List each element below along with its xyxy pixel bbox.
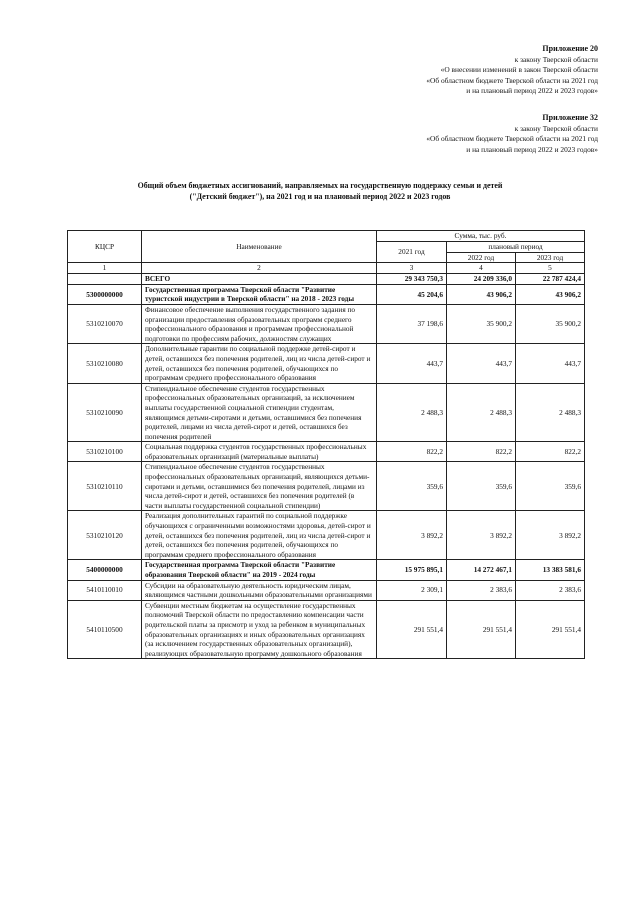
header-name: Наименование	[142, 231, 377, 263]
row-name: Дополнительные гарантии по социальной поддержке детей-сирот и детей, оставшихся без попечения родителей, лиц из числа детей-сирот и детей, оставшихся без попечения родителей, обучающихся по программам среднего профессионального образования	[142, 344, 377, 383]
row-code: 5410110010	[68, 580, 142, 600]
row-value-2022: 35 900,2	[447, 304, 516, 343]
row-value-2023: 443,7	[516, 344, 585, 383]
table-row	[68, 600, 585, 659]
row-code: 5310210110	[68, 462, 142, 511]
row-code: 5310210100	[68, 442, 142, 462]
column-number: 5	[516, 263, 585, 274]
row-name: Субсидии на образовательную деятельность юридическим лицам, являющимся частными дошкольными образовательными организациями	[142, 580, 377, 600]
row-code: 5410110500	[68, 600, 142, 659]
table-row	[68, 304, 585, 343]
annex-20-block	[426, 44, 598, 97]
row-value-2021: 45 204,6	[377, 284, 447, 304]
column-number: 3	[377, 263, 447, 274]
annex-32-block	[426, 113, 598, 155]
header-2023: 2023 год	[516, 252, 585, 263]
annex-line: к закону Тверской области	[514, 123, 598, 133]
row-name: Субвенции местным бюджетам на осуществление государственных полномочий Тверской области по предоставлению компенсации части родительской платы за присмотр и уход за ребенком в муниципальных образовательных организациях и иных образовательных организациях (за исключением государственных образовательных организаций), реализующих образовательную программу дошкольного образования	[142, 600, 377, 659]
header-2022: 2022 год	[447, 252, 516, 263]
row-name: Стипендиальное обеспечение студентов государственных профессиональных образовательных организаций, являющихся детьми-сиротами и детьми, оставшимися без попечения родителей, лицами из числа детей-сирот и детей, оставшихся без попечения родителей (в части выплаты государственной социальной стипендии)	[142, 462, 377, 511]
row-value-2022: 359,6	[447, 462, 516, 511]
annex-line: к закону Тверской области	[514, 54, 598, 64]
row-value-2022: 14 272 467,1	[447, 560, 516, 580]
row-value-2023: 3 892,2	[516, 511, 585, 560]
header-code: КЦСР	[68, 231, 142, 263]
column-number: 1	[68, 263, 142, 274]
annex-line: «Об областном бюджете Тверской области на 2021 год	[426, 134, 598, 144]
row-value-2023: 13 383 581,6	[516, 560, 585, 580]
row-code: 5300000000	[68, 284, 142, 304]
header-sum: Сумма, тыс. руб.	[377, 231, 585, 242]
row-value-2022: 2 383,6	[447, 580, 516, 600]
row-value-2022: 43 906,2	[447, 284, 516, 304]
row-value-2023: 2 488,3	[516, 383, 585, 442]
row-name: Государственная программа Тверской области "Развитие туристской индустрии в Тверской области" на 2018 - 2023 годы	[142, 284, 377, 304]
row-value-2023: 822,2	[516, 442, 585, 462]
annex-line: «О внесении изменений в закон Тверской области	[440, 65, 598, 75]
table-row	[68, 442, 585, 462]
row-value-2022: 822,2	[447, 442, 516, 462]
table-row	[68, 462, 585, 511]
header-planned: плановый период	[447, 242, 585, 253]
row-name: Реализация дополнительных гарантий по социальной поддержке обучающихся с ограниченными возможностями здоровья, детей-сирот и детей, оставшихся без попечения родителей, лиц из числа детей-сирот и детей, оставшихся без попечения родителей, обучающихся по программам среднего профессионального образования	[142, 511, 377, 560]
row-value-2023: 359,6	[516, 462, 585, 511]
row-value-2021: 443,7	[377, 344, 447, 383]
table-row	[68, 560, 585, 580]
annex-heading: Приложение 20	[542, 44, 598, 53]
row-value-2021: 2 309,1	[377, 580, 447, 600]
row-code: 5310210080	[68, 344, 142, 383]
total-label: ВСЕГО	[142, 273, 377, 284]
row-name: Государственная программа Тверской области "Развитие образования Тверской области" на 2019 - 2024 годы	[142, 560, 377, 580]
row-code: 5310210120	[68, 511, 142, 560]
total-2023: 22 787 424,4	[516, 273, 585, 284]
row-value-2021: 15 975 895,1	[377, 560, 447, 580]
annex-line: и на плановый период 2022 и 2023 годов»	[466, 86, 598, 96]
table-row	[68, 284, 585, 304]
row-name: Стипендиальное обеспечение студентов государственных профессиональных образовательных организаций, за исключением выплаты государственной социальной стипендии студентам, являющимся детьми-сиротами и детьми, оставшимися без попечения родителей, лицами из числа детей-сирот и детей, оставшихся без попечения родителей	[142, 383, 377, 442]
row-value-2021: 822,2	[377, 442, 447, 462]
row-name: Финансовое обеспечение выполнения государственного задания по организации предоставления образовательных программ среднего профессионального образования и программам профессиональной подготовки по профессиям рабочих, должностям служащих	[142, 304, 377, 343]
table-body	[68, 284, 585, 659]
total-row	[68, 273, 585, 284]
row-code: 5310210090	[68, 383, 142, 442]
table-row	[68, 344, 585, 383]
row-value-2021: 359,6	[377, 462, 447, 511]
annex-line: «Об областном бюджете Тверской области на 2021 год	[426, 75, 598, 85]
column-number: 4	[447, 263, 516, 274]
row-code: 5310210070	[68, 304, 142, 343]
row-value-2022: 443,7	[447, 344, 516, 383]
row-value-2021: 291 551,4	[377, 600, 447, 659]
row-value-2022: 2 488,3	[447, 383, 516, 442]
row-code: 5400000000	[68, 560, 142, 580]
document-title	[60, 180, 580, 202]
title-line: ("Детский бюджет"), на 2021 год и на плановый период 2022 и 2023 годов	[189, 192, 451, 201]
row-name: Социальная поддержка студентов государственных профессиональных образовательных организаций (материальные выплаты)	[142, 442, 377, 462]
annex-line: и на плановый период 2022 и 2023 годов»	[466, 144, 598, 154]
total-2022: 24 209 336,0	[447, 273, 516, 284]
budget-table	[67, 230, 585, 659]
row-value-2021: 37 198,6	[377, 304, 447, 343]
row-value-2023: 2 383,6	[516, 580, 585, 600]
annex-heading: Приложение 32	[542, 113, 598, 122]
row-value-2021: 3 892,2	[377, 511, 447, 560]
column-number: 2	[142, 263, 377, 274]
row-value-2021: 2 488,3	[377, 383, 447, 442]
row-value-2023: 291 551,4	[516, 600, 585, 659]
row-value-2023: 43 906,2	[516, 284, 585, 304]
total-2021: 29 343 750,3	[377, 273, 447, 284]
table-row	[68, 383, 585, 442]
table-row	[68, 580, 585, 600]
row-value-2022: 3 892,2	[447, 511, 516, 560]
row-value-2023: 35 900,2	[516, 304, 585, 343]
title-line: Общий объем бюджетных ассигнований, направляемых на государственную поддержку семьи и детей	[137, 181, 503, 190]
header-2021: 2021 год	[377, 242, 447, 263]
table-row	[68, 511, 585, 560]
row-value-2022: 291 551,4	[447, 600, 516, 659]
